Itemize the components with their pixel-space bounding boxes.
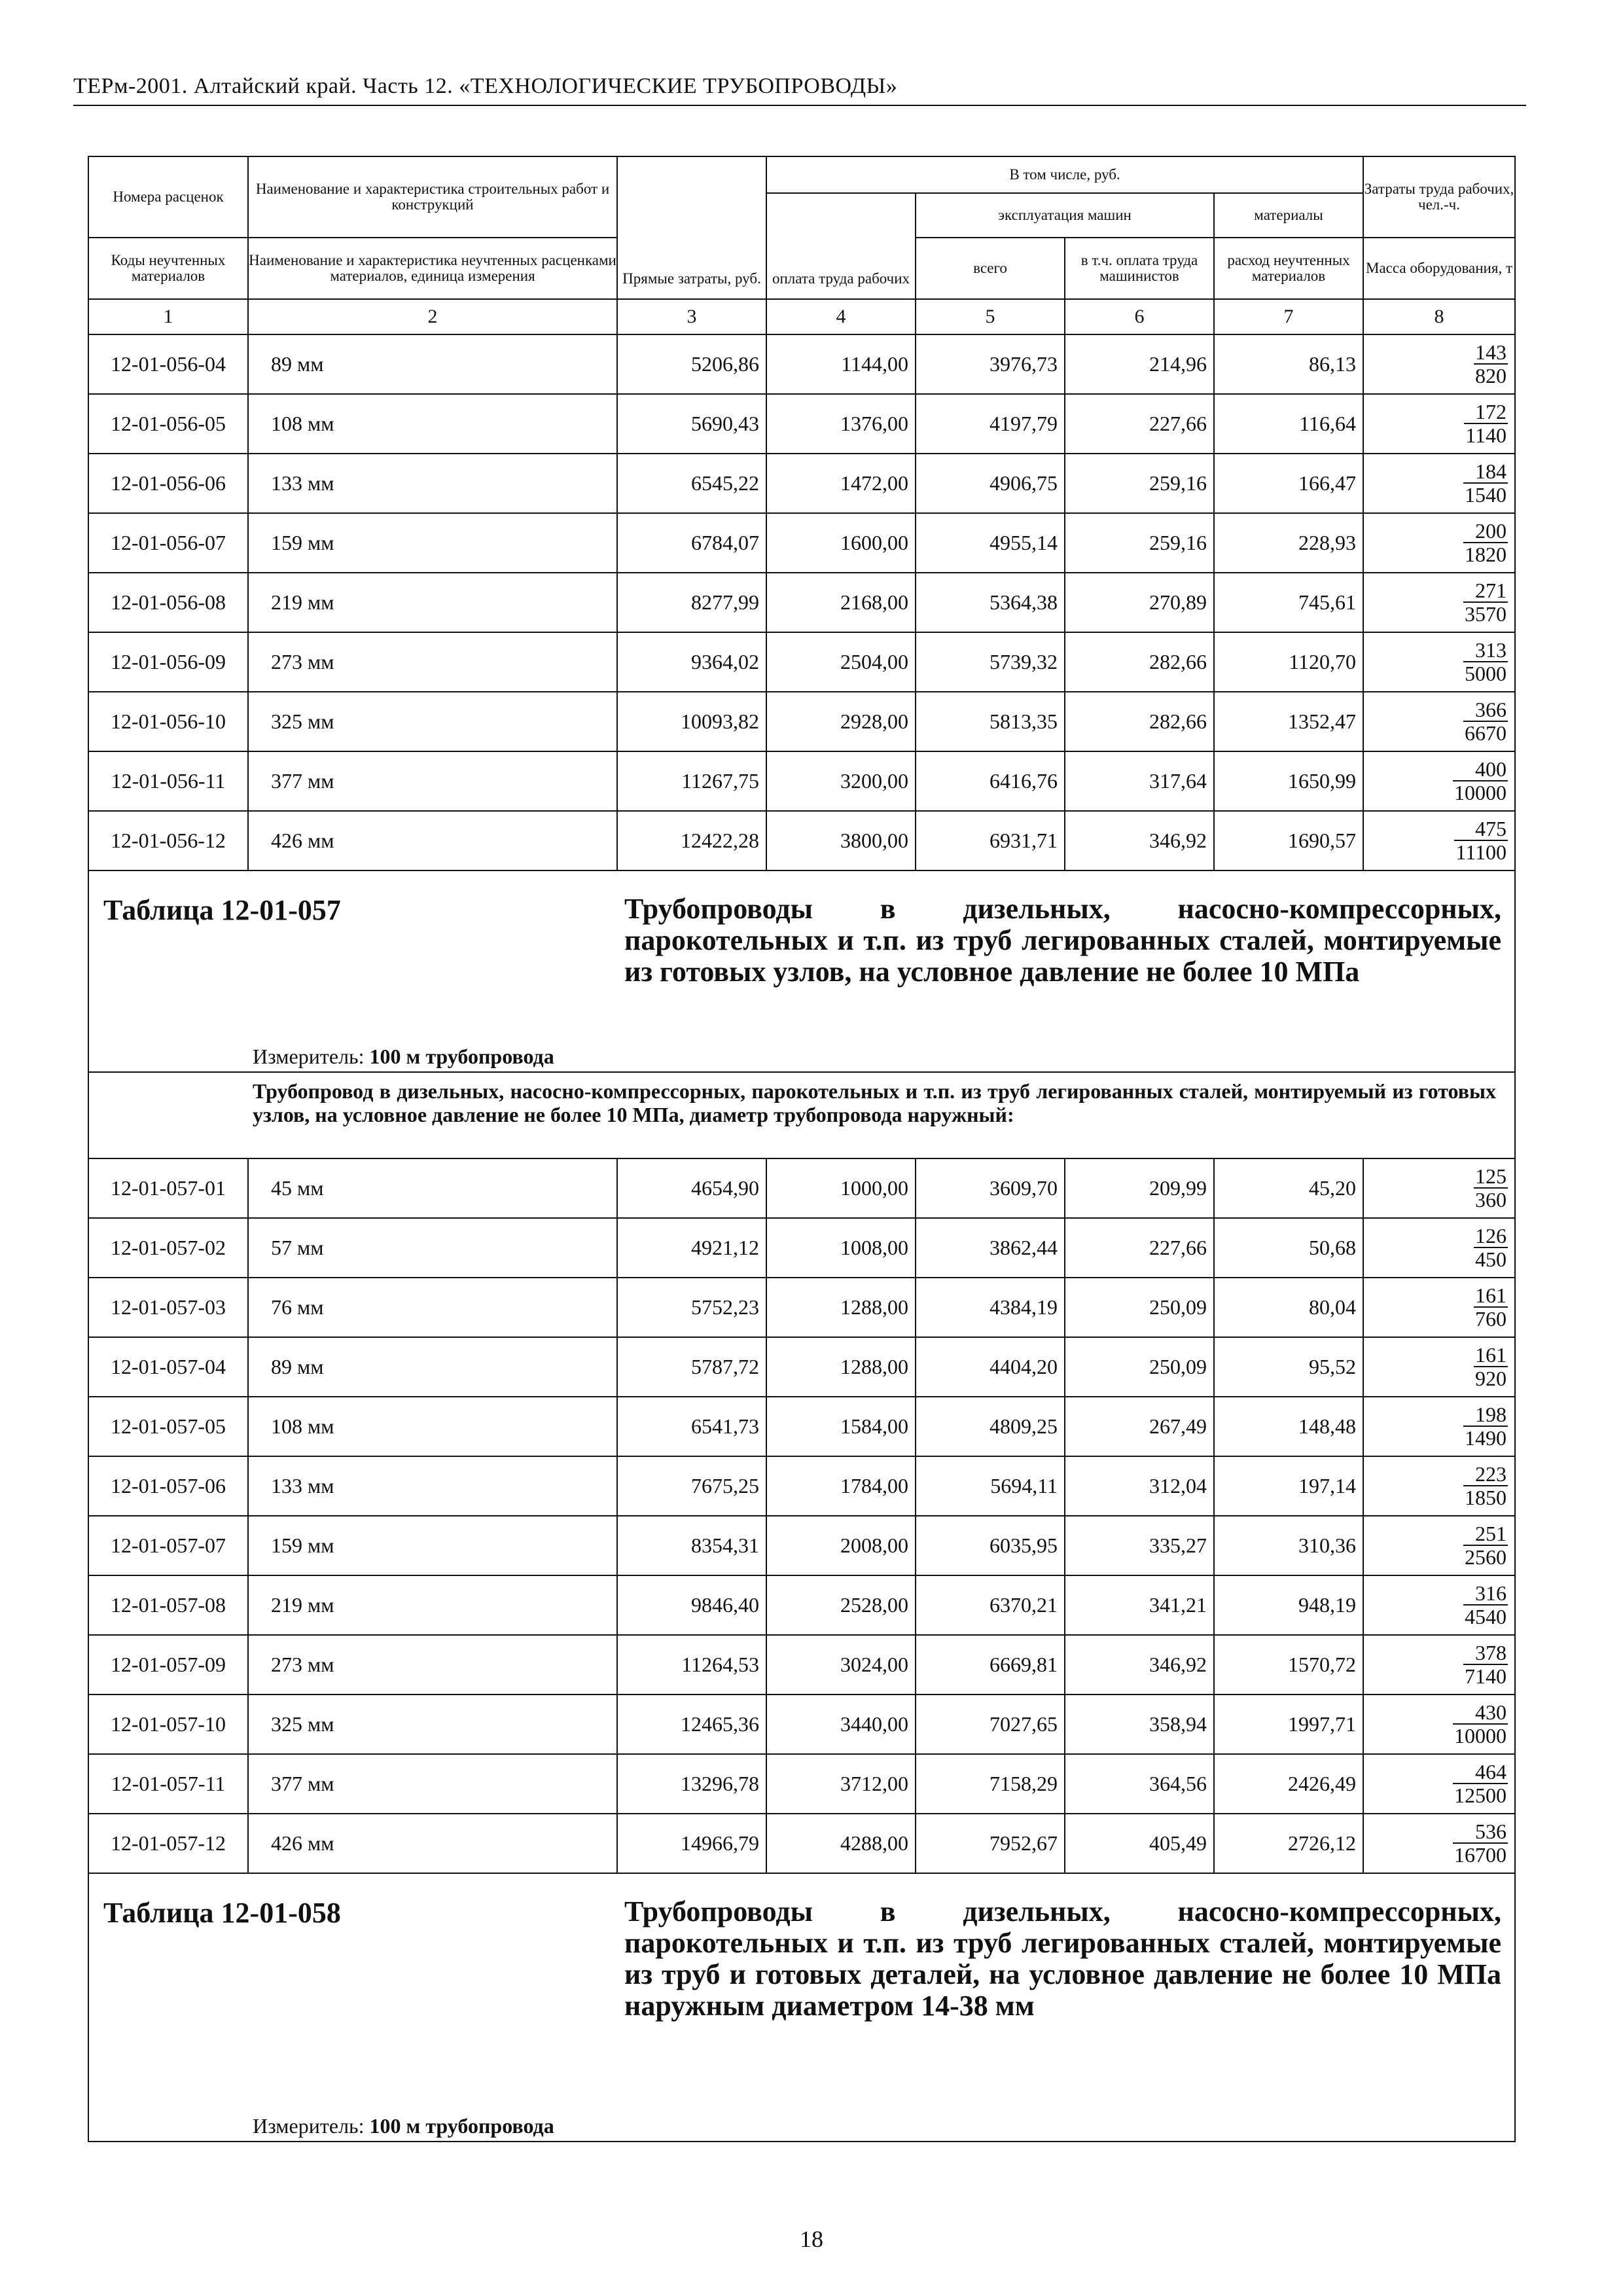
- machines-value: 7027,65: [916, 1695, 1065, 1754]
- diameter-name: 108 мм: [248, 1397, 617, 1456]
- labor-mass-cell: [1363, 1814, 1515, 1873]
- rate-code: 12-01-057-10: [88, 1695, 248, 1754]
- fraction: [1453, 1820, 1508, 1866]
- direct-costs-value: 7675,25: [617, 1456, 766, 1516]
- labor-pay-value: 3440,00: [766, 1695, 916, 1754]
- fraction: [1474, 341, 1508, 387]
- labor-mass-cell: [1363, 1456, 1515, 1516]
- operator-pay-value: 209,99: [1065, 1158, 1214, 1218]
- operator-pay-value: 250,09: [1065, 1337, 1214, 1397]
- labor-pay-value: 1584,00: [766, 1397, 916, 1456]
- column-number: 8: [1363, 299, 1515, 334]
- diameter-name: 108 мм: [248, 394, 617, 454]
- rate-code: 12-01-057-07: [88, 1516, 248, 1575]
- section-057-heading: Трубопроводы в дизельных, насосно-компрессорных, парокотельных и т.п. из труб легированных сталей, монтируемые из готовых узлов, на условное давление не более 10 МПа: [624, 893, 1501, 988]
- equipment-mass-value: 920: [1475, 1366, 1507, 1390]
- materials-value: 310,36: [1214, 1516, 1363, 1575]
- direct-costs-value: 5206,86: [617, 334, 766, 394]
- table-row: [88, 334, 1515, 394]
- rate-code: 12-01-056-07: [88, 513, 248, 573]
- labor-mass-cell: [1363, 394, 1515, 454]
- labor-mass-cell: [1363, 632, 1515, 692]
- diameter-name: 133 мм: [248, 1456, 617, 1516]
- fraction: [1463, 579, 1508, 625]
- direct-costs-value: 12422,28: [617, 811, 766, 870]
- labor-hours-value: 251: [1463, 1522, 1508, 1546]
- direct-costs-value: 8354,31: [617, 1516, 766, 1575]
- materials-value: 228,93: [1214, 513, 1363, 573]
- fraction: [1463, 1582, 1508, 1628]
- rate-code: 12-01-057-03: [88, 1278, 248, 1337]
- machines-value: 5813,35: [916, 692, 1065, 751]
- direct-costs-value: 14966,79: [617, 1814, 766, 1873]
- col-machine-operation: эксплуатация машин: [916, 193, 1214, 238]
- col-total: всего: [916, 238, 1065, 299]
- machines-value: 5364,38: [916, 573, 1065, 632]
- direct-costs-value: 6541,73: [617, 1397, 766, 1456]
- fraction: [1463, 698, 1508, 744]
- col-unaccounted-codes: Коды неучтенных материалов: [88, 238, 248, 299]
- operator-pay-value: 341,21: [1065, 1575, 1214, 1635]
- labor-mass-cell: [1363, 334, 1515, 394]
- labor-hours-value: 143: [1475, 340, 1507, 364]
- operator-pay-value: 282,66: [1065, 692, 1214, 751]
- col-unaccounted-consumption: расход неучтенных материалов: [1214, 238, 1363, 299]
- col-rate-numbers: Номера расценок: [88, 156, 248, 238]
- section-057-label: Таблица 12-01-057: [103, 894, 341, 926]
- diameter-name: 426 мм: [248, 811, 617, 870]
- labor-pay-value: 1008,00: [766, 1218, 916, 1278]
- rate-code: 12-01-057-05: [88, 1397, 248, 1456]
- equipment-mass-value: 820: [1475, 363, 1507, 387]
- fraction: [1463, 1641, 1508, 1687]
- direct-costs-value: 5787,72: [617, 1337, 766, 1397]
- equipment-mass-value: 10000: [1454, 780, 1507, 804]
- labor-hours-value: 536: [1453, 1820, 1508, 1844]
- fraction: [1453, 758, 1508, 804]
- labor-pay-value: 2168,00: [766, 573, 916, 632]
- direct-costs-value: 9846,40: [617, 1575, 766, 1635]
- operator-pay-value: 346,92: [1065, 811, 1214, 870]
- materials-value: 197,14: [1214, 1456, 1363, 1516]
- labor-mass-cell: [1363, 454, 1515, 513]
- labor-pay-value: 2928,00: [766, 692, 916, 751]
- column-number: 4: [766, 299, 916, 334]
- labor-pay-value: 3200,00: [766, 751, 916, 811]
- equipment-mass-value: 10000: [1454, 1723, 1507, 1748]
- measure-value: 100 м трубопровода: [369, 2114, 554, 2138]
- operator-pay-value: 250,09: [1065, 1278, 1214, 1337]
- labor-mass-cell: [1363, 811, 1515, 870]
- diameter-name: 89 мм: [248, 1337, 617, 1397]
- materials-value: 166,47: [1214, 454, 1363, 513]
- labor-hours-value: 161: [1475, 1342, 1507, 1367]
- fraction: [1474, 1284, 1508, 1330]
- table-row: [88, 1158, 1515, 1218]
- section-057-description-row: [88, 1072, 1515, 1158]
- diameter-name: 45 мм: [248, 1158, 617, 1218]
- labor-pay-value: 3024,00: [766, 1635, 916, 1695]
- labor-hours-value: 172: [1464, 401, 1508, 424]
- diameter-name: 377 мм: [248, 1754, 617, 1814]
- materials-value: 1352,47: [1214, 692, 1363, 751]
- col-labor-costs: Затраты труда рабочих, чел.-ч.: [1363, 156, 1515, 238]
- table-row: [88, 1575, 1515, 1635]
- machines-value: 4404,20: [916, 1337, 1065, 1397]
- operator-pay-value: 227,66: [1065, 394, 1214, 454]
- operator-pay-value: 259,16: [1065, 513, 1214, 573]
- direct-costs-value: 11267,75: [617, 751, 766, 811]
- operator-pay-value: 227,66: [1065, 1218, 1214, 1278]
- fraction: [1474, 1344, 1508, 1390]
- column-number: 3: [617, 299, 766, 334]
- fraction: [1453, 1761, 1508, 1806]
- labor-mass-cell: [1363, 573, 1515, 632]
- diameter-name: 325 мм: [248, 692, 617, 751]
- diameter-name: 273 мм: [248, 632, 617, 692]
- fraction: [1463, 1403, 1508, 1449]
- table-row: [88, 454, 1515, 513]
- table-row: [88, 1337, 1515, 1397]
- labor-hours-value: 313: [1463, 639, 1508, 662]
- diameter-name: 273 мм: [248, 1635, 617, 1695]
- diameter-name: 159 мм: [248, 513, 617, 573]
- equipment-mass-value: 1490: [1465, 1426, 1507, 1450]
- machines-value: 4384,19: [916, 1278, 1065, 1337]
- col-operator-pay: в т.ч. оплата труда машинистов: [1065, 238, 1214, 299]
- materials-value: 1570,72: [1214, 1635, 1363, 1695]
- equipment-mass-value: 5000: [1465, 661, 1507, 685]
- materials-value: 948,19: [1214, 1575, 1363, 1635]
- machines-value: 6370,21: [916, 1575, 1065, 1635]
- machines-value: 5694,11: [916, 1456, 1065, 1516]
- labor-pay-value: 2008,00: [766, 1516, 916, 1575]
- labor-mass-cell: [1363, 1278, 1515, 1337]
- diameter-name: 325 мм: [248, 1695, 617, 1754]
- labor-pay-value: 4288,00: [766, 1814, 916, 1873]
- labor-pay-value: 1472,00: [766, 454, 916, 513]
- diameter-name: 219 мм: [248, 573, 617, 632]
- equipment-mass-value: 1540: [1465, 482, 1507, 507]
- labor-mass-cell: [1363, 1575, 1515, 1635]
- rate-code: 12-01-057-06: [88, 1456, 248, 1516]
- equipment-mass-value: 7140: [1465, 1664, 1507, 1688]
- operator-pay-value: 214,96: [1065, 334, 1214, 394]
- operator-pay-value: 317,64: [1065, 751, 1214, 811]
- rate-code: 12-01-056-09: [88, 632, 248, 692]
- table-row: [88, 1516, 1515, 1575]
- section-058-measure: [253, 2114, 554, 2138]
- equipment-mass-value: 12500: [1454, 1783, 1507, 1807]
- operator-pay-value: 346,92: [1065, 1635, 1214, 1695]
- table-row: [88, 513, 1515, 573]
- rates-table: [88, 156, 1516, 2142]
- operator-pay-value: 358,94: [1065, 1695, 1214, 1754]
- header-row-1: [88, 156, 1515, 193]
- equipment-mass-value: 6670: [1465, 721, 1507, 745]
- direct-costs-value: 4921,12: [617, 1218, 766, 1278]
- materials-value: 95,52: [1214, 1337, 1363, 1397]
- rate-code: 12-01-057-04: [88, 1337, 248, 1397]
- machines-value: 6035,95: [916, 1516, 1065, 1575]
- labor-hours-value: 430: [1453, 1701, 1508, 1725]
- direct-costs-value: 11264,53: [617, 1635, 766, 1695]
- fraction: [1454, 817, 1508, 863]
- rate-code: 12-01-056-10: [88, 692, 248, 751]
- labor-hours-value: 126: [1475, 1223, 1507, 1247]
- measure-value: 100 м трубопровода: [369, 1045, 554, 1068]
- section-057-description: Трубопровод в дизельных, насосно-компрессорных, парокотельных и т.п. из труб легированных сталей, монтируемый из готовых узлов, на условное давление не более 10 МПа, диаметр трубопровода наружный:: [253, 1079, 1496, 1126]
- section-057-title: [88, 870, 1515, 1072]
- labor-hours-value: 125: [1475, 1164, 1507, 1188]
- materials-value: 2426,49: [1214, 1754, 1363, 1814]
- rate-code: 12-01-057-01: [88, 1158, 248, 1218]
- table-row: [88, 632, 1515, 692]
- equipment-mass-value: 1140: [1465, 423, 1507, 447]
- rate-code: 12-01-056-05: [88, 394, 248, 454]
- labor-hours-value: 161: [1475, 1283, 1507, 1307]
- direct-costs-value: 5690,43: [617, 394, 766, 454]
- equipment-mass-value: 3570: [1465, 601, 1507, 626]
- labor-pay-value: 1600,00: [766, 513, 916, 573]
- diameter-name: 133 мм: [248, 454, 617, 513]
- rate-code: 12-01-057-12: [88, 1814, 248, 1873]
- section-057-title-row: [88, 870, 1515, 1072]
- labor-mass-cell: [1363, 751, 1515, 811]
- labor-pay-value: 2528,00: [766, 1575, 916, 1635]
- machines-value: 3609,70: [916, 1158, 1065, 1218]
- materials-value: 1650,99: [1214, 751, 1363, 811]
- operator-pay-value: 312,04: [1065, 1456, 1214, 1516]
- materials-value: 50,68: [1214, 1218, 1363, 1278]
- rate-code: 12-01-056-12: [88, 811, 248, 870]
- labor-hours-value: 400: [1453, 758, 1508, 781]
- operator-pay-value: 335,27: [1065, 1516, 1214, 1575]
- operator-pay-value: 270,89: [1065, 573, 1214, 632]
- col-equipment-mass: Масса оборудования, т: [1363, 238, 1515, 299]
- direct-costs-value: 10093,82: [617, 692, 766, 751]
- direct-costs-value: 5752,23: [617, 1278, 766, 1337]
- table-row: [88, 1635, 1515, 1695]
- labor-mass-cell: [1363, 1337, 1515, 1397]
- labor-hours-value: 366: [1463, 698, 1508, 722]
- labor-mass-cell: [1363, 513, 1515, 573]
- col-materials: материалы: [1214, 193, 1363, 238]
- direct-costs-value: 13296,78: [617, 1754, 766, 1814]
- operator-pay-value: 267,49: [1065, 1397, 1214, 1456]
- machines-value: 5739,32: [916, 632, 1065, 692]
- diameter-name: 76 мм: [248, 1278, 617, 1337]
- section-057-measure: [253, 1045, 554, 1069]
- labor-pay-value: 1288,00: [766, 1337, 916, 1397]
- table-row: [88, 811, 1515, 870]
- diameter-name: 219 мм: [248, 1575, 617, 1635]
- fraction: [1464, 401, 1508, 446]
- labor-mass-cell: [1363, 1516, 1515, 1575]
- fraction: [1474, 1225, 1508, 1270]
- labor-mass-cell: [1363, 1754, 1515, 1814]
- labor-pay-value: 3712,00: [766, 1754, 916, 1814]
- equipment-mass-value: 4540: [1465, 1604, 1507, 1628]
- fraction: [1463, 520, 1508, 565]
- fraction: [1463, 1463, 1508, 1509]
- machines-value: 6669,81: [916, 1635, 1065, 1695]
- diameter-name: 159 мм: [248, 1516, 617, 1575]
- machines-value: 4197,79: [916, 394, 1065, 454]
- labor-hours-value: 271: [1463, 579, 1508, 603]
- column-number: 2: [248, 299, 617, 334]
- labor-mass-cell: [1363, 1158, 1515, 1218]
- rate-code: 12-01-057-02: [88, 1218, 248, 1278]
- materials-value: 80,04: [1214, 1278, 1363, 1337]
- direct-costs-value: 6784,07: [617, 513, 766, 573]
- rate-code: 12-01-057-08: [88, 1575, 248, 1635]
- materials-value: 86,13: [1214, 334, 1363, 394]
- labor-pay-value: 2504,00: [766, 632, 916, 692]
- labor-hours-value: 200: [1463, 520, 1508, 543]
- operator-pay-value: 405,49: [1065, 1814, 1214, 1873]
- direct-costs-value: 9364,02: [617, 632, 766, 692]
- rate-code: 12-01-056-08: [88, 573, 248, 632]
- column-number: 6: [1065, 299, 1214, 334]
- labor-mass-cell: [1363, 1695, 1515, 1754]
- machines-value: 6416,76: [916, 751, 1065, 811]
- equipment-mass-value: 760: [1475, 1306, 1507, 1331]
- page-number: 18: [800, 2226, 823, 2252]
- section-058-title-row: [88, 1873, 1515, 2142]
- machines-value: 7158,29: [916, 1754, 1065, 1814]
- labor-mass-cell: [1363, 1218, 1515, 1278]
- column-number: 5: [916, 299, 1065, 334]
- diameter-name: 377 мм: [248, 751, 617, 811]
- diameter-name: 426 мм: [248, 1814, 617, 1873]
- diameter-name: 89 мм: [248, 334, 617, 394]
- rate-code: 12-01-056-11: [88, 751, 248, 811]
- machines-value: 4809,25: [916, 1397, 1065, 1456]
- labor-hours-value: 464: [1453, 1761, 1508, 1784]
- rate-code: 12-01-056-06: [88, 454, 248, 513]
- col-work-name: Наименование и характеристика строительных работ и конструкций: [248, 156, 617, 238]
- operator-pay-value: 259,16: [1065, 454, 1214, 513]
- measure-label: Измеритель:: [253, 1045, 365, 1068]
- machines-value: 6931,71: [916, 811, 1065, 870]
- table-row: [88, 1278, 1515, 1337]
- labor-mass-cell: [1363, 692, 1515, 751]
- labor-hours-value: 198: [1463, 1403, 1508, 1427]
- labor-pay-value: 1784,00: [766, 1456, 916, 1516]
- operator-pay-value: 364,56: [1065, 1754, 1214, 1814]
- materials-value: 45,20: [1214, 1158, 1363, 1218]
- labor-hours-value: 184: [1463, 460, 1508, 484]
- machines-value: 7952,67: [916, 1814, 1065, 1873]
- materials-value: 1690,57: [1214, 811, 1363, 870]
- table-row: [88, 1456, 1515, 1516]
- materials-value: 1997,71: [1214, 1695, 1363, 1754]
- table-row: [88, 573, 1515, 632]
- equipment-mass-value: 2560: [1465, 1545, 1507, 1569]
- table-row: [88, 692, 1515, 751]
- table-row: [88, 1754, 1515, 1814]
- section-058-label: Таблица 12-01-058: [103, 1897, 341, 1929]
- section-058-title: [88, 1873, 1515, 2142]
- fraction: [1463, 639, 1508, 685]
- table-row: [88, 394, 1515, 454]
- table-row: [88, 1218, 1515, 1278]
- materials-value: 745,61: [1214, 573, 1363, 632]
- labor-hours-value: 378: [1463, 1641, 1508, 1665]
- fraction: [1463, 460, 1508, 506]
- equipment-mass-value: 360: [1475, 1187, 1507, 1211]
- direct-costs-value: 6545,22: [617, 454, 766, 513]
- labor-mass-cell: [1363, 1635, 1515, 1695]
- rate-code: 12-01-057-11: [88, 1754, 248, 1814]
- labor-hours-value: 223: [1463, 1463, 1508, 1486]
- operator-pay-value: 282,66: [1065, 632, 1214, 692]
- materials-value: 116,64: [1214, 394, 1363, 454]
- table-row: [88, 1695, 1515, 1754]
- column-number: 1: [88, 299, 248, 334]
- labor-pay-value: 1288,00: [766, 1278, 916, 1337]
- fraction: [1474, 1165, 1508, 1211]
- equipment-mass-value: 1850: [1465, 1485, 1507, 1509]
- labor-mass-cell: [1363, 1397, 1515, 1456]
- fraction: [1463, 1522, 1508, 1568]
- equipment-mass-value: 450: [1475, 1247, 1507, 1271]
- materials-value: 2726,12: [1214, 1814, 1363, 1873]
- equipment-mass-value: 1820: [1465, 542, 1507, 566]
- materials-value: 148,48: [1214, 1397, 1363, 1456]
- column-number: 7: [1214, 299, 1363, 334]
- col-including: В том числе, руб.: [766, 156, 1363, 193]
- labor-pay-value: 1144,00: [766, 334, 916, 394]
- labor-pay-value: 1000,00: [766, 1158, 916, 1218]
- machines-value: 4955,14: [916, 513, 1065, 573]
- labor-pay-value: 3800,00: [766, 811, 916, 870]
- column-numbers-row: [88, 299, 1515, 334]
- table-row: [88, 751, 1515, 811]
- labor-hours-value: 475: [1454, 817, 1508, 841]
- materials-value: 1120,70: [1214, 632, 1363, 692]
- measure-label: Измеритель:: [253, 2114, 365, 2138]
- table-row: [88, 1397, 1515, 1456]
- col-labor-pay: оплата труда рабочих: [766, 193, 916, 299]
- diameter-name: 57 мм: [248, 1218, 617, 1278]
- equipment-mass-value: 11100: [1455, 840, 1507, 864]
- equipment-mass-value: 16700: [1454, 1842, 1507, 1867]
- table-row: [88, 1814, 1515, 1873]
- labor-hours-value: 316: [1463, 1582, 1508, 1605]
- labor-pay-value: 1376,00: [766, 394, 916, 454]
- page-header: ТЕРм-2001. Алтайский край. Часть 12. «ТЕХНОЛОГИЧЕСКИЕ ТРУБОПРОВОДЫ»: [73, 73, 1526, 106]
- col-unaccounted-name: Наименование и характеристика неучтенных расценками материалов, единица измерения: [248, 238, 617, 299]
- section-058-heading: Трубопроводы в дизельных, насосно-компрессорных, парокотельных и т.п. из труб легированных сталей, монтируемые из труб и готовых деталей, на условное давление не более 10 МПа наружным диаметром 14-38 мм: [624, 1895, 1501, 2022]
- section-057-description-cell: [88, 1072, 1515, 1158]
- machines-value: 3976,73: [916, 334, 1065, 394]
- direct-costs-value: 12465,36: [617, 1695, 766, 1754]
- machines-value: 4906,75: [916, 454, 1065, 513]
- machines-value: 3862,44: [916, 1218, 1065, 1278]
- direct-costs-value: 4654,90: [617, 1158, 766, 1218]
- rate-code: 12-01-056-04: [88, 334, 248, 394]
- fraction: [1453, 1701, 1508, 1747]
- col-direct-costs: Прямые затраты, руб.: [617, 156, 766, 299]
- rate-code: 12-01-057-09: [88, 1635, 248, 1695]
- direct-costs-value: 8277,99: [617, 573, 766, 632]
